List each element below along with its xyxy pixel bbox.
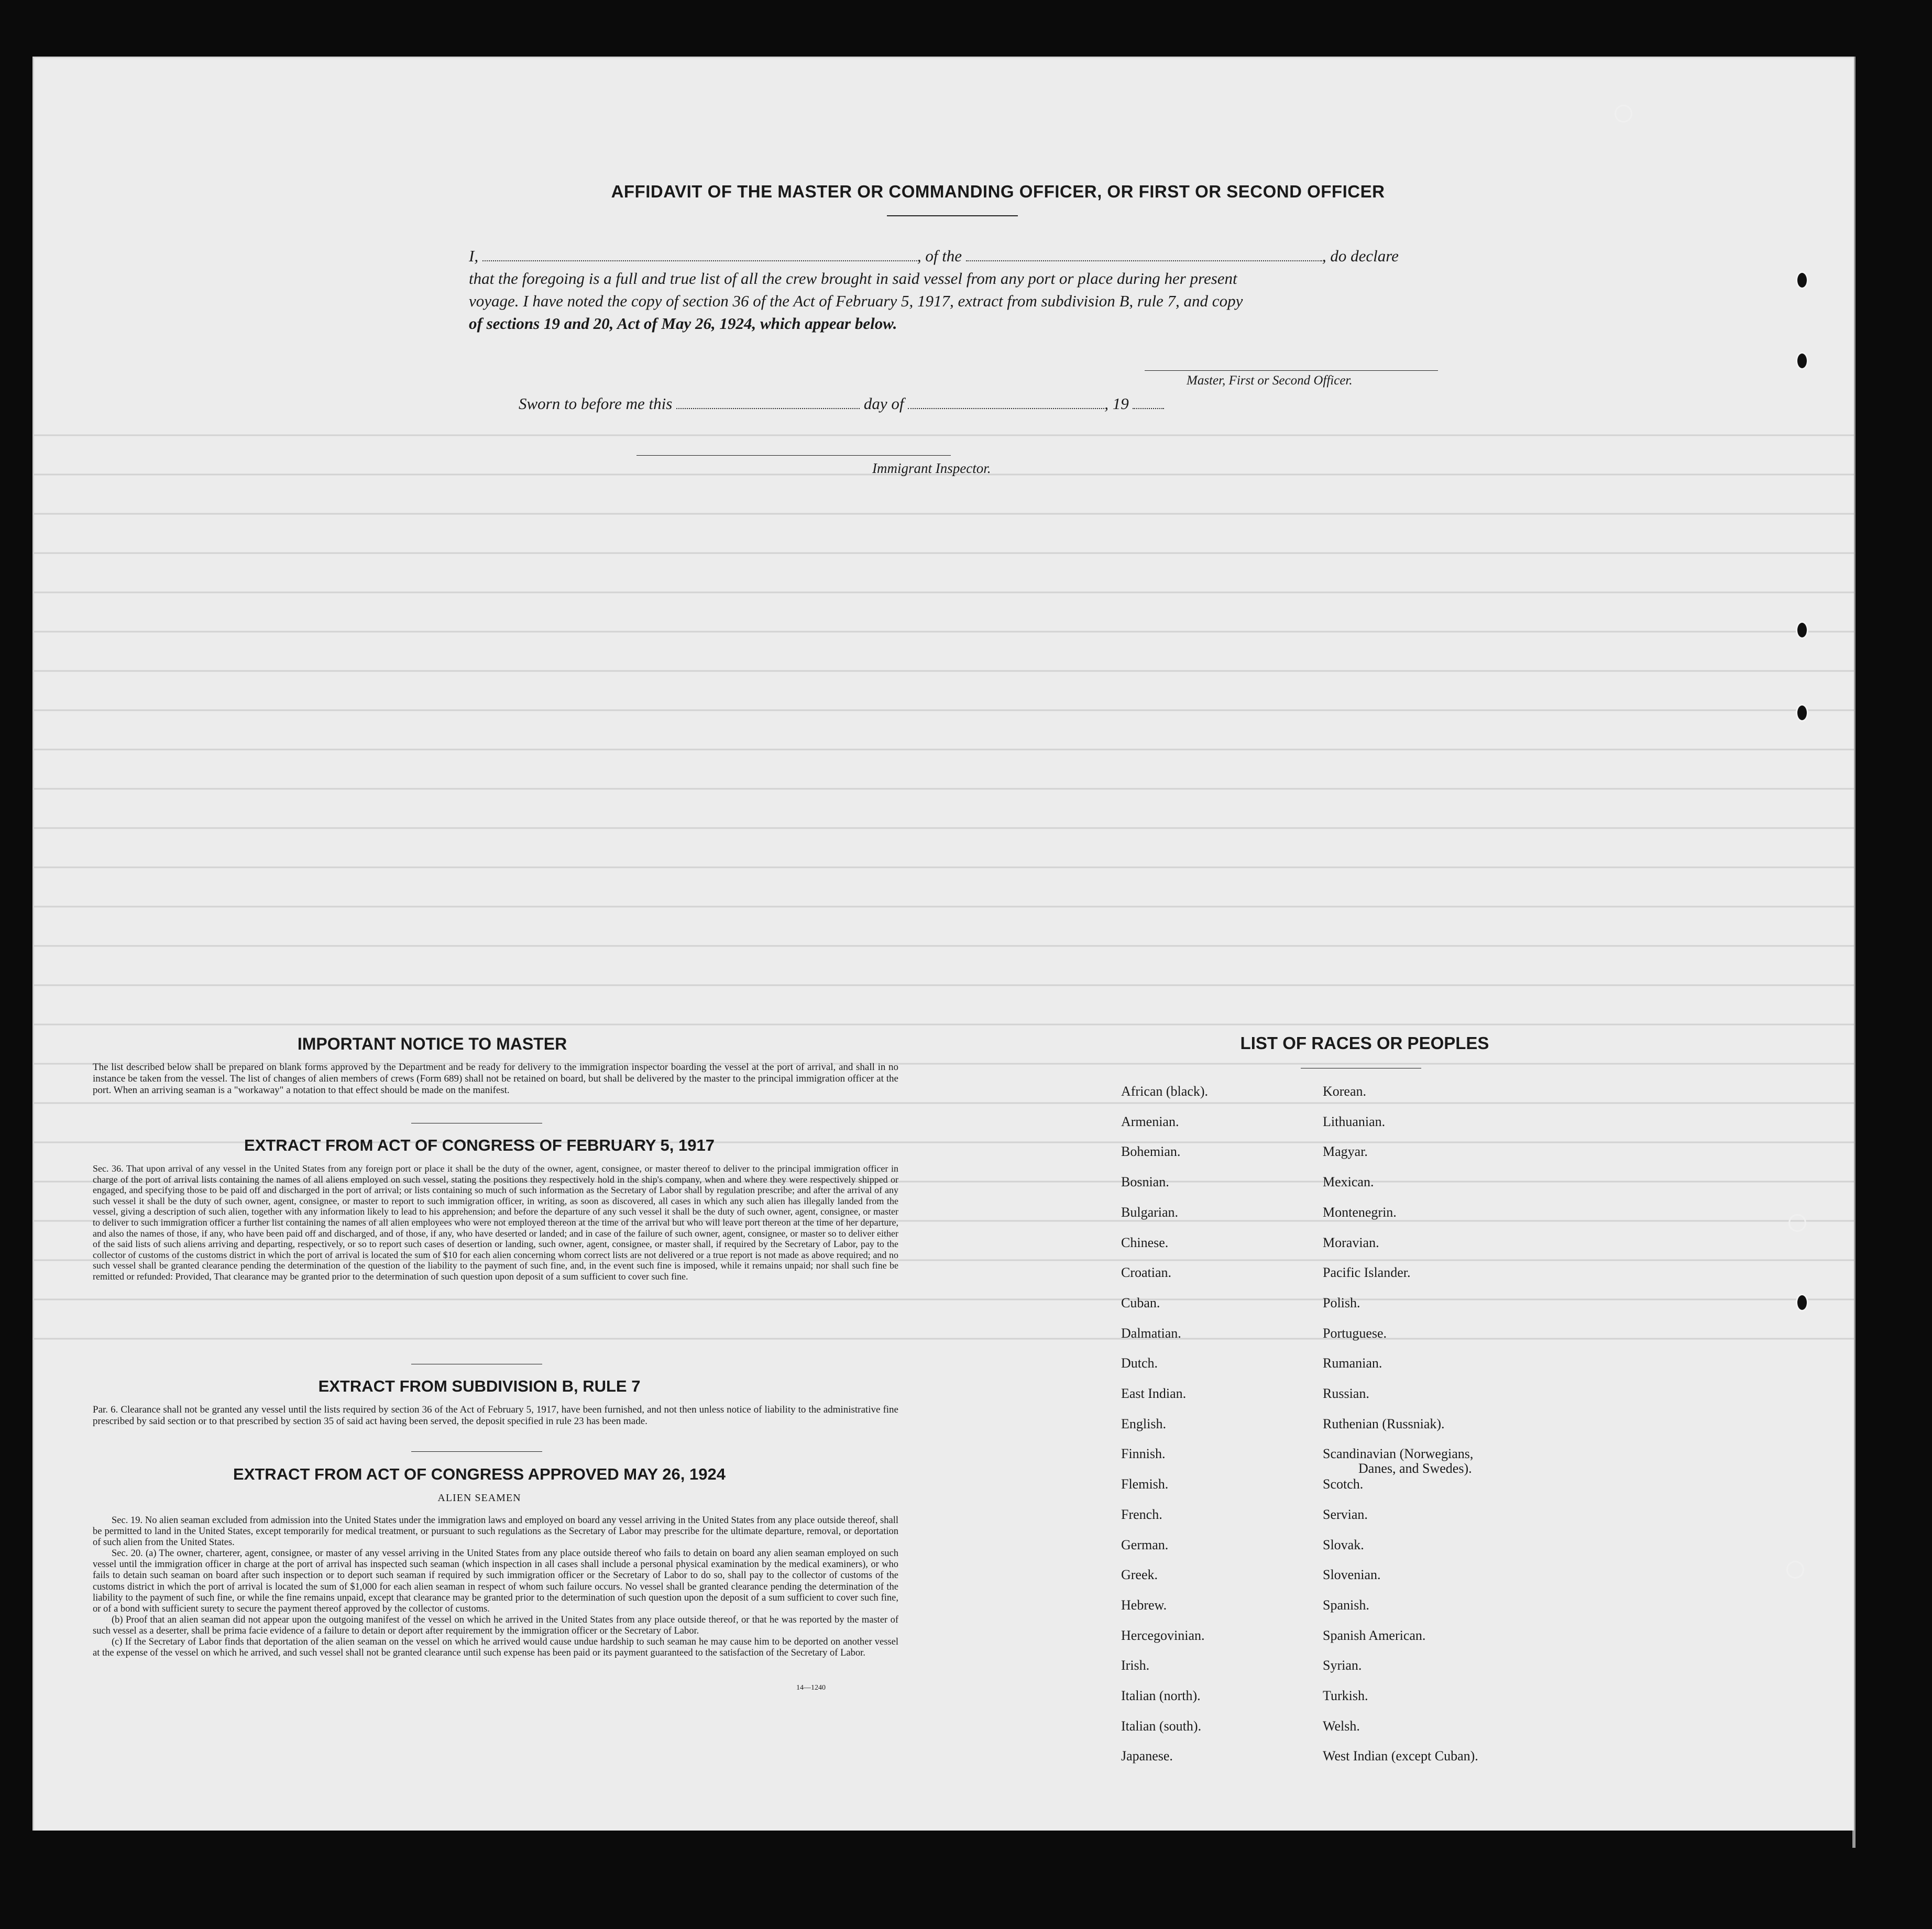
rule-7-title: EXTRACT FROM SUBDIVISION B, RULE 7	[318, 1377, 641, 1395]
declarant-name-field[interactable]	[482, 248, 917, 261]
race-item: Spanish.	[1323, 1597, 1369, 1613]
rule-7-text: Par. 6. Clearance shall not be granted any vessel until the lists required by section 36 of the Act of February 5, 1917, have been furnished, and not then unless notice of liability to the administrative fine prescribed by said section or to that prescribed by section 35 of said act having been served, the deposit specified in rule 23 has been made.	[93, 1404, 898, 1427]
race-item: Chinese.	[1121, 1234, 1169, 1250]
title-underline	[887, 215, 1018, 216]
race-item: West Indian (except Cuban).	[1323, 1748, 1478, 1764]
section-20c-text: (c) If the Secretary of Labor finds that deportation of the alien seaman on the vessel on which he arrived would cause undue hardship to such seaman he may cause him to be deported on another vessel at the expense of the vessel on which he arrived, and such vessel shall not be granted clearance until such expense has been paid or its payment guaranteed to the satisfaction of the Secretary of Labor.	[93, 1637, 898, 1659]
act-1917-title: EXTRACT FROM ACT OF CONGRESS OF FEBRUARY 5, 1917	[244, 1136, 715, 1154]
section-19-text: Sec. 19. No alien seaman excluded from admission into the United States under the immigration laws and employed on board any vessel arriving in the United States from any place outside thereof, shall be permitted to land in the United States, except temporarily for medical treatment, or pursuant to such regulations as the Secretary of Labor may prescribe for the ultimate departure, removal, or deportation of such alien from the United States.	[93, 1515, 898, 1548]
do-declare-label: , do declare	[1322, 247, 1399, 265]
race-item: Japanese.	[1121, 1748, 1173, 1764]
race-item: Scandinavian (Norwegians,	[1323, 1446, 1474, 1462]
race-item: Turkish.	[1323, 1688, 1368, 1703]
notice-text: The list described below shall be prepared on blank forms approved by the Department and be ready for delivery to the immigration inspector boarding the vessel at the port of arrival, and shall in no instance be taken from the vessel. The list of changes of alien members of crews (Form 689) shall not be retained on board, but shall be delivered by the master to the principal immigration officer at the port. When an arriving seaman is a "workaway" a notation to that effect should be made on the manifest.	[93, 1062, 898, 1096]
signature-line[interactable]	[1145, 370, 1438, 371]
race-item: French.	[1121, 1506, 1162, 1522]
race-item: East Indian.	[1121, 1386, 1187, 1401]
declarant-label: I,	[469, 247, 479, 265]
race-item: Portuguese.	[1323, 1325, 1387, 1341]
act-1924-text	[93, 1515, 898, 1659]
inspector-caption: Immigrant Inspector.	[872, 460, 991, 476]
race-item: Danes, and Swedes).	[1358, 1461, 1472, 1476]
race-item: Korean.	[1323, 1084, 1367, 1099]
race-item: Irish.	[1121, 1658, 1150, 1673]
race-item: Cuban.	[1121, 1295, 1160, 1310]
punch-hole	[1796, 352, 1808, 370]
ring-mark	[1788, 1214, 1806, 1232]
year-label: , 19	[1104, 394, 1129, 413]
act-1917-text: Sec. 36. That upon arrival of any vessel in the United States from any foreign port or place it shall be the duty of the owner, agent, consignee, or master thereof to deliver to the principal immigration officer in charge of the port of arrival lists containing the names of all aliens employed on such vessel, stating the positions they respectively hold in the ship's company, when and where they were respectively shipped or engaged, and specifying those to be paid off and discharged in the port of arrival; or lists containing so much of such information as the Secretary of Labor shall by regulation prescribe; and after the arrival of any such vessel it shall be the duty of such owner, agent, consignee, or master to report to such immigration officer, in writing, as soon as discovered, all cases in which any such alien has illegally landed from the vessel, giving a description of such alien, together with any information likely to lead to his apprehension; and before the departure of any such vessel it shall be the duty of such owner, agent, consignee, or master to deliver to such immigration officer a further list containing the names of all alien employees who were not employed thereon at the time of the arrival but who will leave port thereon at the time of her departure, and also the names of those, if any, who have been paid off and discharged, and of those, if any, who have deserted or landed; and in case of the failure of such owner, agent, consignee, or master so to deliver either of the said lists of such aliens arriving and departing, respectively, or so to report such cases of desertion or landing, such owner, agent, consignee, or master shall, if required by the Secretary of Labor, pay to the collector of customs of the customs district in which the port of arrival is located the sum of $10 for each alien concerning whom correct lists are not delivered or a true report is not made as above required; and no such vessel shall be granted clearance pending the determination of the question of the liability to the payment of such fine, and, in the event such fine is imposed, while it remains unpaid; nor shall such fine be remitted or refunded: Provided, That clearance may be granted prior to the determination of such question upon deposit of a sum sufficient to cover such fine.	[93, 1163, 898, 1282]
signature-caption: Master, First or Second Officer.	[1187, 373, 1353, 388]
race-item: Montenegrin.	[1323, 1204, 1397, 1220]
manifest-page	[32, 57, 1854, 1831]
declaration-line-2: that the foregoing is a full and true list of all the crew brought in said vessel from any port or place during her present	[469, 269, 1237, 288]
punch-hole	[1796, 704, 1808, 722]
race-item: Flemish.	[1121, 1476, 1169, 1492]
race-item: Hebrew.	[1121, 1597, 1167, 1613]
race-item: Moravian.	[1323, 1234, 1379, 1250]
notice-title: IMPORTANT NOTICE TO MASTER	[297, 1034, 567, 1053]
race-item: Armenian.	[1121, 1114, 1179, 1129]
alien-seamen-subtitle: ALIEN SEAMEN	[437, 1492, 521, 1504]
race-item: Bosnian.	[1121, 1174, 1169, 1190]
race-item: Ruthenian (Russniak).	[1323, 1416, 1445, 1431]
race-item: Syrian.	[1323, 1658, 1362, 1673]
affidavit-declaration	[469, 245, 1475, 335]
declaration-line-4: of sections 19 and 20, Act of May 26, 1924, which appear below.	[469, 314, 897, 333]
declaration-line-3: voyage. I have noted the copy of section 36 of the Act of February 5, 1917, extract from subdivision B, rule 7, and copy	[469, 292, 1243, 310]
ring-mark	[1615, 105, 1632, 123]
race-item: Spanish American.	[1323, 1627, 1426, 1643]
race-item: Welsh.	[1323, 1718, 1360, 1734]
race-item: Slovak.	[1323, 1537, 1364, 1552]
race-item: Magyar.	[1323, 1144, 1368, 1160]
rule-7-divider	[411, 1451, 542, 1452]
race-item: Russian.	[1323, 1386, 1369, 1401]
vessel-name-field[interactable]	[966, 248, 1322, 261]
race-item: Finnish.	[1121, 1446, 1166, 1462]
race-item: Bulgarian.	[1121, 1204, 1179, 1220]
race-item: Hercegovinian.	[1121, 1627, 1205, 1643]
race-item: Dalmatian.	[1121, 1325, 1181, 1341]
race-item: Italian (south).	[1121, 1718, 1202, 1734]
sworn-label: Sworn to before me this	[519, 394, 673, 413]
inspector-signature-line[interactable]	[636, 455, 951, 456]
race-item: Greek.	[1121, 1567, 1158, 1583]
races-title: LIST OF RACES OR PEOPLES	[1240, 1033, 1489, 1053]
race-item: Pacific Islander.	[1323, 1265, 1411, 1281]
race-item: Slovenian.	[1323, 1567, 1381, 1583]
act-1924-title: EXTRACT FROM ACT OF CONGRESS APPROVED MAY 26, 1924	[233, 1465, 726, 1483]
race-item: English.	[1121, 1416, 1166, 1431]
race-item: Servian.	[1323, 1506, 1368, 1522]
race-item: Croatian.	[1121, 1265, 1172, 1281]
race-item: Italian (north).	[1121, 1688, 1201, 1703]
form-number: 14—1240	[796, 1684, 826, 1692]
ring-mark	[1786, 1561, 1804, 1579]
punch-hole	[1796, 621, 1808, 639]
race-item: Polish.	[1323, 1295, 1360, 1310]
punch-hole	[1796, 271, 1808, 289]
sworn-day-field[interactable]	[676, 395, 860, 409]
race-item: Dutch.	[1121, 1355, 1158, 1371]
race-item: Rumanian.	[1323, 1355, 1382, 1371]
sworn-month-field[interactable]	[908, 395, 1104, 409]
sworn-year-field[interactable]	[1133, 395, 1164, 409]
race-item: Bohemian.	[1121, 1144, 1181, 1160]
section-20b-text: (b) Proof that an alien seaman did not appear upon the outgoing manifest of the vessel on which he arrived in the United States from any place outside thereof, or that he was reported by the master of such vessel as a deserter, shall be prima facie evidence of a failure to detain or deport after requirement by the immigration officer or the Secretary of Labor.	[93, 1614, 898, 1636]
sworn-statement	[519, 394, 1164, 413]
race-item: African (black).	[1121, 1084, 1209, 1099]
race-item: Lithuanian.	[1323, 1114, 1386, 1129]
section-20a-text: Sec. 20. (a) The owner, charterer, agent, consignee, or master of any vessel arriving in the United States from any place outside thereof who fails to detain on board any alien seaman employed on such vessel until the immigration officer in charge at the port of arrival has inspected such seaman (which inspection in all cases shall include a personal physical examination by the medical examiners), or who fails to detain such seaman on board after such inspection or to deport such seaman if required by such immigration officer or the Secretary of Labor to do so, shall pay to the collector of customs of the customs district in which the port of arrival is located the sum of $1,000 for each alien seaman in respect of whom such failure occurs. No vessel shall be granted clearance pending the determination of the liability to the payment of such fine, or while the fine remains unpaid, except that clearance may be granted prior to the determination of such question upon the deposit of a sum sufficient to cover such fine, or of a bond with sufficient surety to secure the payment thereof approved by the collector of customs.	[93, 1548, 898, 1614]
of-the-label: , of the	[917, 247, 962, 265]
race-item: German.	[1121, 1537, 1169, 1552]
race-item: Mexican.	[1323, 1174, 1374, 1190]
day-of-label: day of	[863, 394, 904, 413]
punch-hole	[1796, 1294, 1808, 1311]
affidavit-title: AFFIDAVIT OF THE MASTER OR COMMANDING OFFICER, OR FIRST OR SECOND OFFICER	[611, 182, 1385, 201]
race-item: Scotch.	[1323, 1476, 1364, 1492]
